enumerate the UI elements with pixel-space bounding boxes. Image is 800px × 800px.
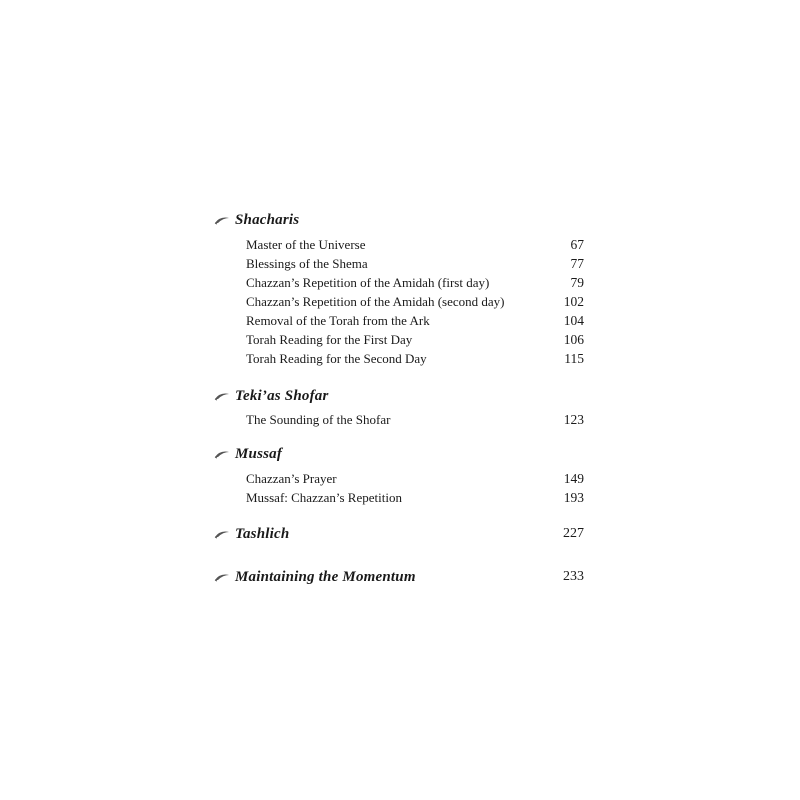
toc-entry[interactable] (246, 273, 584, 292)
entry-title: Chazzan’s Repetition of the Amidah (second day) (246, 293, 505, 309)
entry-title: Chazzan’s Prayer (246, 470, 337, 486)
toc-entry[interactable] (246, 410, 584, 429)
entry-page-number: 193 (563, 489, 584, 505)
entry-title: Torah Reading for the Second Day (246, 350, 427, 366)
entry-page-number: 123 (563, 411, 584, 427)
toc-entry[interactable] (246, 488, 584, 507)
toc-entry[interactable] (246, 330, 584, 349)
entry-page-number: 104 (563, 312, 584, 328)
section-heading-tekias-shofar[interactable] (214, 385, 584, 407)
section-title: Teki’as Shofar (235, 387, 329, 404)
section-title: Maintaining the Momentum (235, 568, 416, 585)
entry-page-number: 115 (564, 350, 584, 366)
section-heading-tashlich[interactable] (214, 523, 584, 545)
entry-title: Master of the Universe (246, 236, 366, 252)
toc-entry[interactable] (246, 292, 584, 311)
entry-page-number: 67 (570, 236, 584, 252)
entry-title: Removal of the Torah from the Ark (246, 312, 430, 328)
section-page-number: 227 (563, 526, 584, 541)
entry-page-number: 77 (570, 255, 584, 271)
section-title: Tashlich (235, 525, 290, 542)
entry-page-number: 149 (563, 470, 584, 486)
section-title: Mussaf (235, 445, 283, 462)
section-heading-shacharis[interactable] (214, 209, 584, 231)
shofar-ornament-icon (214, 215, 230, 225)
entry-page-number: 79 (570, 274, 584, 290)
toc-entry[interactable] (246, 235, 584, 254)
entry-page-number: 106 (563, 331, 584, 347)
entry-title: Chazzan’s Repetition of the Amidah (first day) (246, 274, 490, 290)
shofar-ornament-icon (214, 572, 230, 582)
toc-entry[interactable] (246, 469, 584, 488)
toc-entry[interactable] (246, 254, 584, 273)
shofar-ornament-icon (214, 449, 230, 459)
section-heading-maintaining-the-momentum[interactable] (214, 566, 584, 588)
entry-page-number: 102 (563, 293, 584, 309)
toc-entry[interactable] (246, 349, 584, 368)
shofar-ornament-icon (214, 529, 230, 539)
toc-entry[interactable] (246, 311, 584, 330)
entry-title: The Sounding of the Shofar (246, 411, 391, 427)
entry-title: Mussaf: Chazzan’s Repetition (246, 489, 402, 505)
shofar-ornament-icon (214, 391, 230, 401)
section-heading-mussaf[interactable] (214, 443, 584, 465)
section-title: Shacharis (235, 211, 300, 228)
section-page-number: 233 (563, 569, 584, 584)
entry-title: Torah Reading for the First Day (246, 331, 413, 347)
entry-title: Blessings of the Shema (246, 255, 368, 271)
